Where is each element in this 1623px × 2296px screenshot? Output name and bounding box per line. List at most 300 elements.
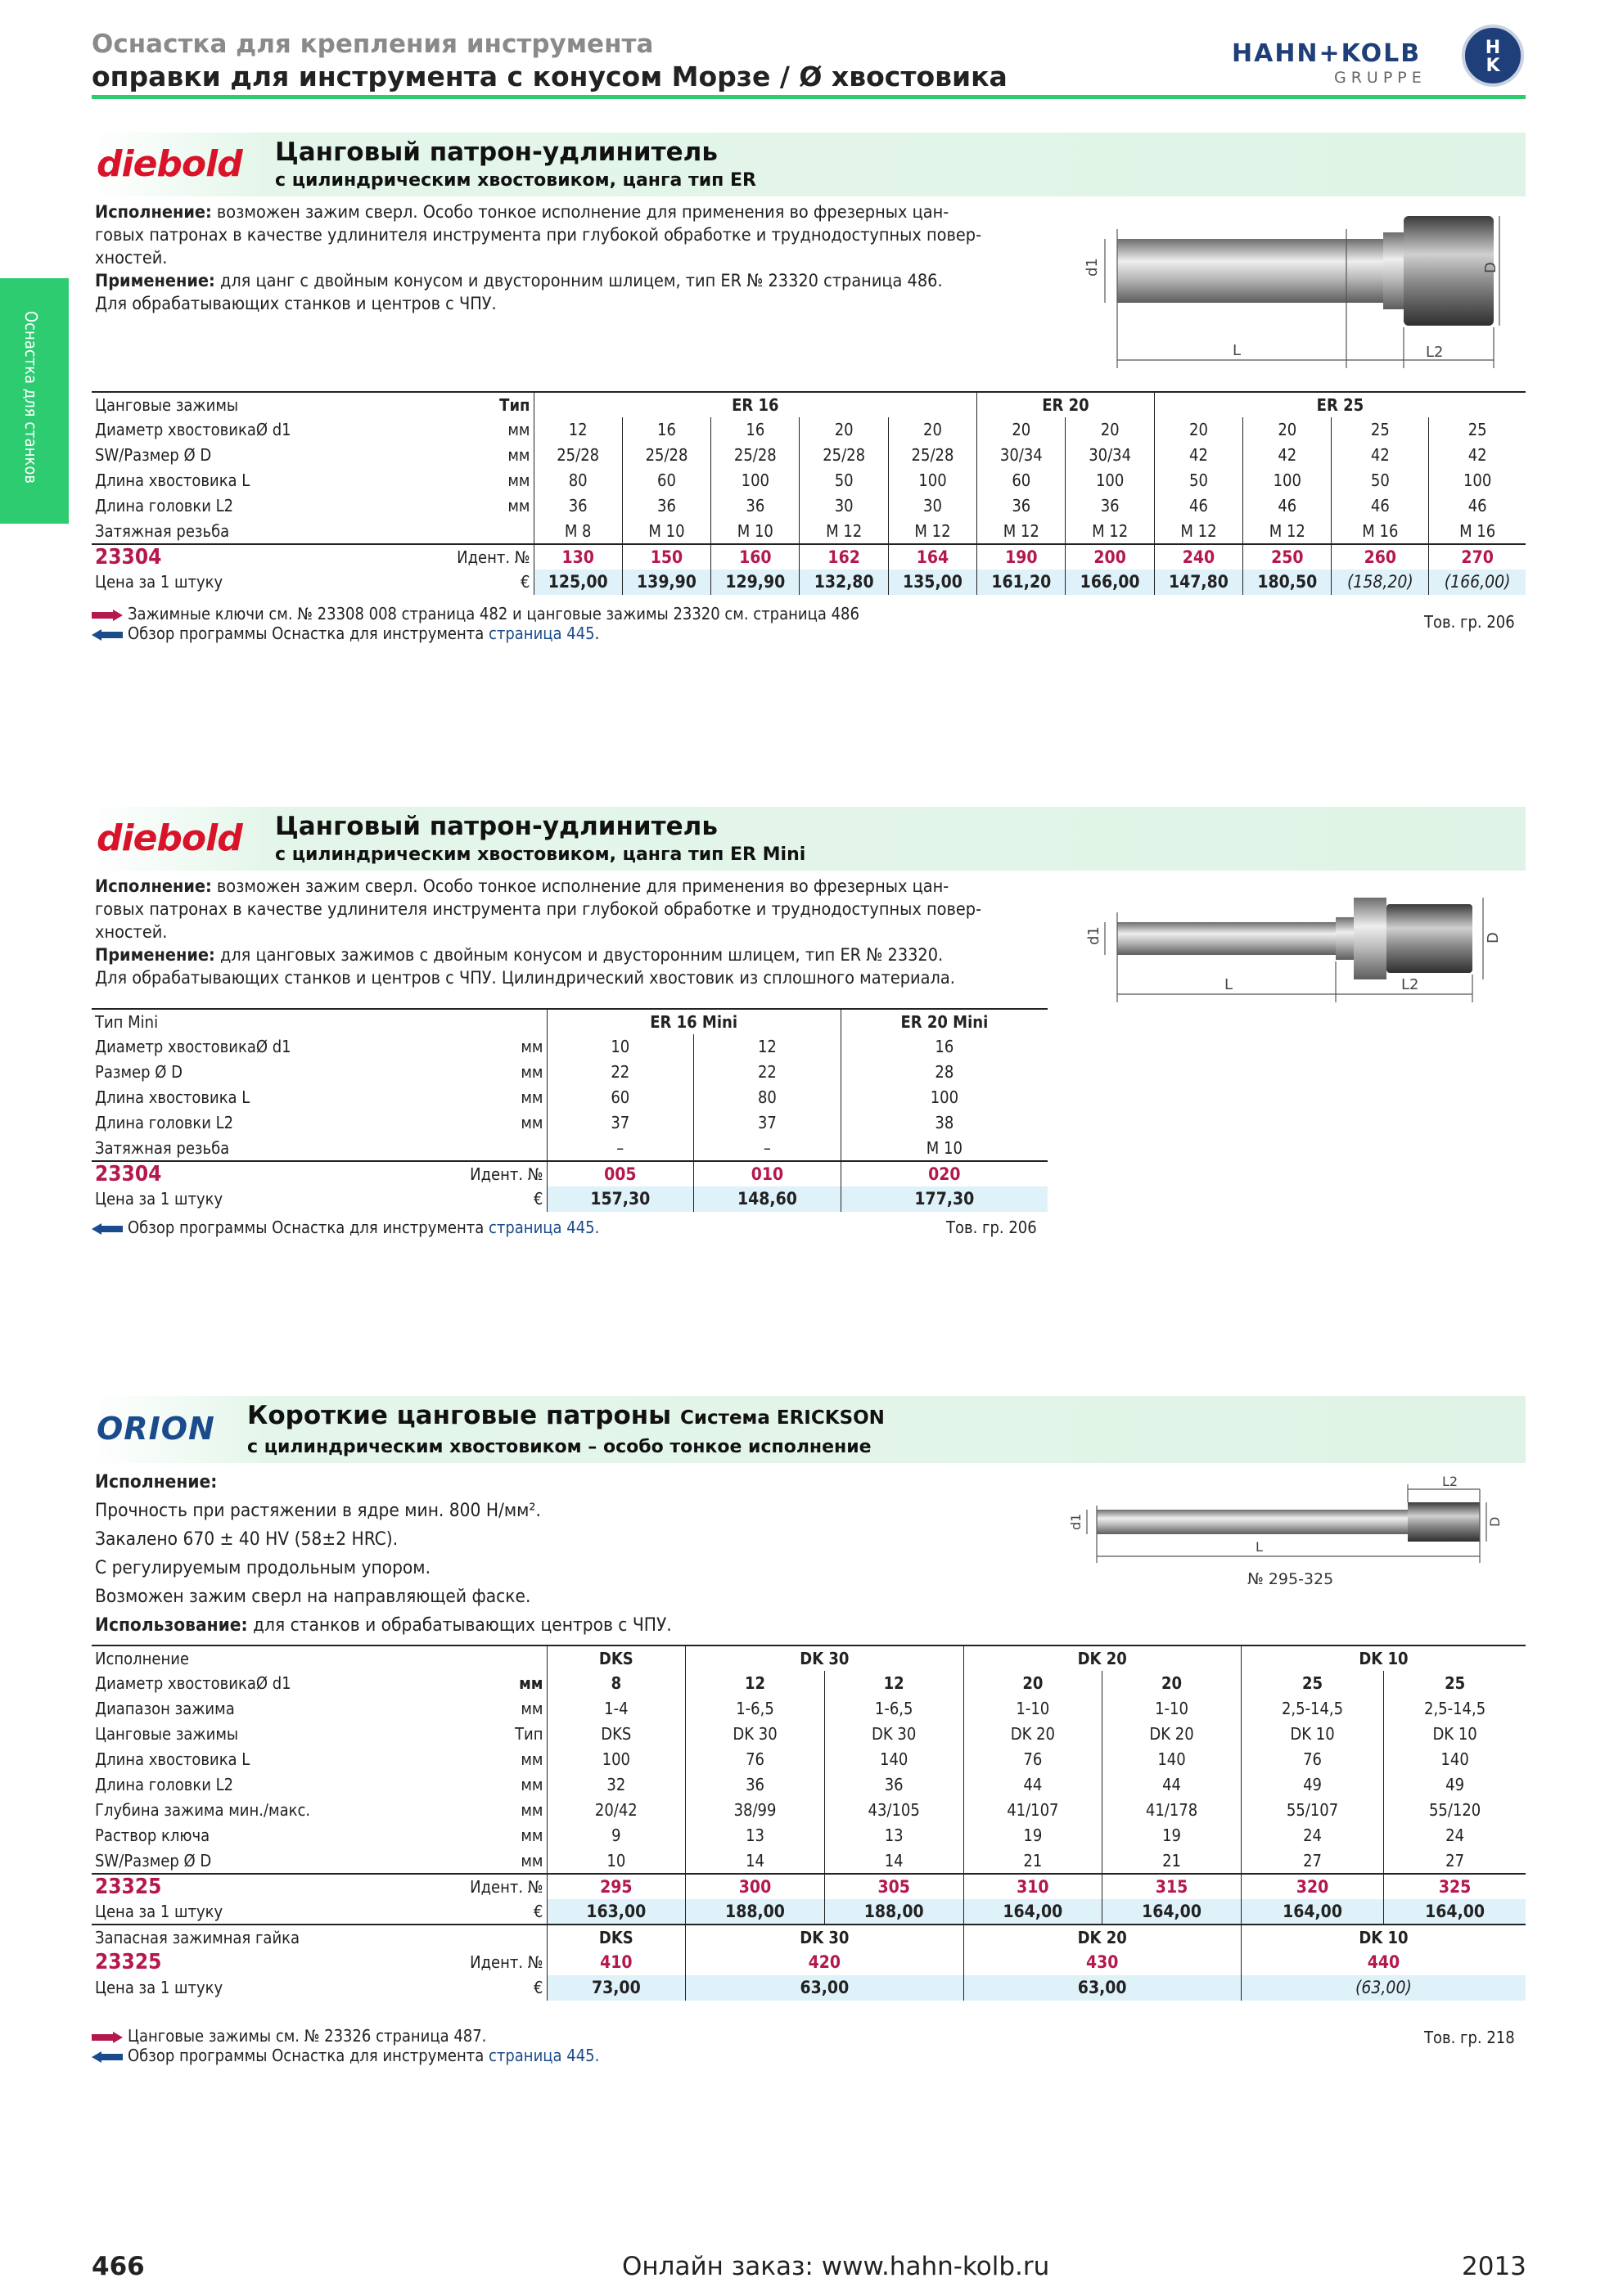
note-text: Обзор программы Оснастка для инструмента [128, 1218, 489, 1237]
title-main: Короткие цанговые патроны [247, 1401, 672, 1430]
row-label: Затяжная резьба [95, 520, 230, 541]
cell-value: 22 [547, 1060, 694, 1085]
arrow-left-icon [92, 629, 123, 641]
row-label: Тип Mini [92, 1009, 452, 1034]
cell-value: M 16 [1332, 519, 1429, 544]
cell-value: 100 [1066, 468, 1154, 493]
table-row [92, 1136, 1048, 1161]
id-label: Идент. № [452, 1161, 547, 1186]
note-text: Обзор программы Оснастка для инструмента [128, 624, 489, 643]
cell-value: 25/28 [534, 443, 622, 468]
article-id: 315 [1102, 1874, 1242, 1899]
cell-value: 25 [1429, 417, 1526, 443]
row-label: Раствор ключа [95, 1826, 210, 1845]
row-label: Длина хвостовика L [95, 1087, 250, 1107]
cell-value: 25/28 [888, 443, 976, 468]
cell-value: 10 [547, 1034, 694, 1060]
section3-brand-logo: ORION [97, 1411, 215, 1447]
cell-value: M 12 [1066, 519, 1154, 544]
article-id: 250 [1243, 544, 1332, 569]
cell-value: M 8 [534, 519, 622, 544]
article-id: 160 [711, 544, 800, 569]
id-label: Идент. № [452, 1874, 547, 1899]
article-id: 240 [1154, 544, 1242, 569]
cell-value: 24 [1241, 1823, 1383, 1848]
side-tab-label: Оснастка для станков [21, 311, 41, 484]
cell-value: 100 [888, 468, 976, 493]
cell-value: 76 [963, 1747, 1102, 1772]
table-row [92, 1772, 1526, 1798]
cell-value: 38 [841, 1110, 1048, 1136]
article-id: 300 [686, 1874, 825, 1899]
row-label: Длина головки L2 [95, 1113, 234, 1132]
cell-value: 60 [977, 468, 1066, 493]
section3-description [95, 1468, 1077, 1640]
cell-value: 36 [977, 493, 1066, 519]
cell-value: 20 [1102, 1671, 1242, 1696]
section1-title: Цанговый патрон-удлинитель [275, 137, 718, 167]
cell-value: 13 [824, 1823, 963, 1848]
row-unit: мм [521, 1826, 543, 1845]
section2-subtitle: с цилиндрическим хвостовиком, цанга тип ER Mini [275, 844, 806, 865]
title-suffix: Система ERICKSON [680, 1407, 885, 1429]
header-subcategory: оправки для инструмента с конусом Морзе / Ø хвостовика [92, 61, 1008, 92]
cell-value: 20 [888, 417, 976, 443]
cell-value: 20 [977, 417, 1066, 443]
cell-value: 9 [547, 1823, 686, 1848]
cell-value: 44 [963, 1772, 1102, 1798]
cell-value: M 12 [800, 519, 888, 544]
cell-value: DK 30 [686, 1722, 825, 1747]
cell-value: 16 [622, 417, 710, 443]
text: для цанг с двойным конусом и двусторонним шлицем, тип ER № 23320 страница 486. [214, 271, 943, 291]
cell-value: 20 [1154, 417, 1242, 443]
cell-value: 100 [1243, 468, 1332, 493]
price: (63,00) [1241, 1975, 1526, 2001]
cell-value: 28 [841, 1060, 1048, 1085]
price: (158,20) [1332, 569, 1429, 595]
row-unit [452, 1009, 547, 1034]
cell-value: 10 [547, 1848, 686, 1874]
section3-product-group: Тов. гр. 218 [1424, 2028, 1515, 2047]
article-code: 23325 [95, 1950, 162, 1974]
group-header: DKS [547, 1925, 686, 1950]
cell-value: 1-6,5 [686, 1696, 825, 1722]
article-id: 010 [694, 1161, 841, 1186]
article-id: 270 [1429, 544, 1526, 569]
cell-value: 20 [1066, 417, 1154, 443]
price: 135,00 [888, 569, 976, 595]
table-row [92, 1696, 1526, 1722]
section2-product-group: Тов. гр. 206 [946, 1218, 1037, 1237]
section3-title [247, 1401, 885, 1430]
row-unit [337, 519, 534, 544]
row-label: Исполнение [92, 1645, 452, 1671]
cell-value: 140 [824, 1747, 963, 1772]
row-unit: мм [507, 496, 530, 515]
cell-value: 25/28 [622, 443, 710, 468]
cell-value: 19 [963, 1823, 1102, 1848]
row-label: Цанговые зажимы [95, 1724, 239, 1744]
arrow-right-icon [92, 2032, 123, 2043]
section2-spec-table [92, 1008, 1048, 1212]
row-unit: мм [521, 1775, 543, 1794]
dim-D: D [1487, 1516, 1503, 1527]
price: 164,00 [1241, 1899, 1383, 1925]
cell-value: M 16 [1429, 519, 1526, 544]
table-row [92, 1060, 1048, 1085]
arrow-left-icon [92, 2051, 123, 2063]
article-id: 130 [534, 544, 622, 569]
catalog-year: 2013 [1462, 2252, 1526, 2281]
price-label: Цена за 1 штуку [92, 569, 337, 595]
cell-value: M 10 [622, 519, 710, 544]
cell-value: M 12 [977, 519, 1066, 544]
table-row [92, 468, 1526, 493]
cell-value: 2,5-14,5 [1384, 1696, 1526, 1722]
text: говых патронах в качестве удлинителя инструмента при глубокой обработке и труднодоступных повер- [95, 225, 982, 245]
cell-value: 2,5-14,5 [1241, 1696, 1383, 1722]
dim-L: L [1256, 1539, 1263, 1555]
currency: € [452, 1975, 547, 2001]
desc-line: Закалено 670 ± 40 HV (58±2 HRC). [95, 1528, 399, 1550]
page-link[interactable]: страница 445 [488, 624, 595, 643]
price: (166,00) [1429, 569, 1526, 595]
text: хностей. [95, 922, 168, 943]
id-row [92, 544, 1526, 569]
id-row [92, 1161, 1048, 1186]
price: 164,00 [1102, 1899, 1242, 1925]
cell-value: 36 [1066, 493, 1154, 519]
cell-value: 80 [694, 1085, 841, 1110]
variant-range: № 295-325 [1247, 1570, 1334, 1587]
cell-value: 8 [547, 1671, 686, 1696]
article-id: 162 [800, 544, 888, 569]
group-header: DK 30 [686, 1645, 963, 1671]
section1-description [95, 201, 1077, 316]
cell-value: 36 [711, 493, 800, 519]
id-label: Идент. № [470, 1952, 543, 1972]
article-id: 440 [1241, 1950, 1526, 1975]
cell-value: 140 [1384, 1747, 1526, 1772]
text: возможен зажим сверл. Особо тонкое исполнение для применения во фрезерных цан- [211, 876, 949, 897]
cell-value: 55/107 [1241, 1798, 1383, 1823]
currency: € [452, 1899, 547, 1925]
price-row [92, 569, 1526, 595]
label: Исполнение: [95, 1471, 218, 1492]
row-unit: мм [507, 445, 530, 465]
article-id: 430 [963, 1950, 1241, 1975]
row-unit: Тип [515, 1724, 543, 1744]
section3-spec-table [92, 1645, 1526, 2001]
page-link[interactable]: страница 445. [488, 2046, 600, 2065]
article-id: 200 [1066, 544, 1154, 569]
price: 188,00 [824, 1899, 963, 1925]
row-label: Глубина зажима мин./макс. [95, 1800, 311, 1820]
table-row [92, 1722, 1526, 1747]
article-id: 320 [1241, 1874, 1383, 1899]
cell-value: 60 [547, 1085, 694, 1110]
shank [1097, 1510, 1408, 1534]
cell-value: 46 [1429, 493, 1526, 519]
cell-value: 42 [1332, 443, 1429, 468]
row-unit: мм [521, 1062, 543, 1082]
cell-value: 12 [686, 1671, 825, 1696]
row-label: Диапазон зажима [95, 1699, 235, 1718]
row-label: Длина хвостовика L [95, 1749, 250, 1769]
dim-d1: d1 [1085, 926, 1102, 945]
cell-value: M 12 [888, 519, 976, 544]
nut-label: Запасная зажимная гайка [92, 1925, 452, 1950]
currency: € [452, 1186, 547, 1212]
article-id: 325 [1384, 1874, 1526, 1899]
label: Исполнение: [95, 202, 212, 223]
cell-value: 12 [694, 1034, 841, 1060]
section1-note2 [92, 624, 599, 643]
order-online[interactable]: Онлайн заказ: www.hahn-kolb.ru [622, 2252, 1050, 2281]
table-row [92, 1034, 1048, 1060]
cell-value: 1-6,5 [824, 1696, 963, 1722]
price: 164,00 [1384, 1899, 1526, 1925]
cell-value: 100 [711, 468, 800, 493]
label: Исполнение: [95, 876, 212, 897]
dim-L2: L2 [1442, 1474, 1458, 1489]
price: 125,00 [534, 569, 622, 595]
cell-value: 46 [1332, 493, 1429, 519]
cell-value: M 12 [1154, 519, 1242, 544]
row-unit: мм [521, 1800, 543, 1820]
row-unit: мм [521, 1749, 543, 1769]
price: 139,90 [622, 569, 710, 595]
cell-value: 36 [534, 493, 622, 519]
cell-value: 1-4 [547, 1696, 686, 1722]
section2-description [95, 876, 1093, 990]
head [1386, 904, 1472, 973]
row-label: SW/Размер Ø D [95, 445, 212, 465]
table-row [92, 1747, 1526, 1772]
cell-value: 36 [824, 1772, 963, 1798]
cell-value: 22 [694, 1060, 841, 1085]
table-row [92, 1823, 1526, 1848]
group-header: DK 10 [1241, 1925, 1526, 1950]
cell-value: 76 [1241, 1747, 1383, 1772]
price: 180,50 [1243, 569, 1332, 595]
group-header: DK 10 [1241, 1645, 1526, 1671]
dim-d1: d1 [1068, 1513, 1084, 1530]
price-label: Цена за 1 штуку [92, 1975, 452, 2001]
collar [1336, 917, 1354, 960]
cell-value: 41/178 [1102, 1798, 1242, 1823]
section2-title: Цанговый патрон-удлинитель [275, 812, 718, 841]
cell-value: 50 [1332, 468, 1429, 493]
cell-value: 60 [622, 468, 710, 493]
price-label: Цена за 1 штуку [92, 1899, 452, 1925]
group-header: DK 20 [963, 1645, 1241, 1671]
article-code: 23304 [92, 1161, 452, 1186]
cell-value: M 10 [711, 519, 800, 544]
cell-value: DK 30 [824, 1722, 963, 1747]
cell-value: 12 [534, 417, 622, 443]
row-label: Цанговые зажимы [92, 392, 337, 417]
price: 157,30 [547, 1186, 694, 1212]
dim-L2: L2 [1401, 976, 1419, 993]
cell-value: 140 [1102, 1747, 1242, 1772]
cell-value: 76 [686, 1747, 825, 1772]
text: Для обрабатывающих станков и центров с ЧПУ. [95, 294, 497, 314]
text: хностей. [95, 248, 168, 268]
dim-D: D [1485, 932, 1502, 943]
collar [1383, 232, 1404, 309]
cell-value: 21 [1102, 1848, 1242, 1874]
table-row [92, 1671, 1526, 1696]
cell-value: 46 [1243, 493, 1332, 519]
text: для станков и обрабатывающих центров с ЧПУ. [247, 1614, 672, 1636]
cell-value: M 10 [841, 1136, 1048, 1161]
cell-value: 12 [824, 1671, 963, 1696]
shank [1117, 922, 1355, 955]
brand-logo-text: HAHN+KOLB [1232, 39, 1422, 68]
section3-note1 [92, 2026, 486, 2046]
price-row [92, 1186, 1048, 1212]
text: говых патронах в качестве удлинителя инструмента при глубокой обработке и труднодоступных повер- [95, 899, 982, 920]
cell-value: 30 [800, 493, 888, 519]
cell-value: 100 [1429, 468, 1526, 493]
table-row [92, 493, 1526, 519]
cell-value: 25/28 [800, 443, 888, 468]
price: 129,90 [711, 569, 800, 595]
group-header: ER 20 Mini [841, 1009, 1048, 1034]
row-unit: мм [521, 1699, 543, 1718]
row-unit [452, 1136, 547, 1161]
dim-L2: L2 [1426, 344, 1444, 361]
cell-value: 25 [1332, 417, 1429, 443]
price: 161,20 [977, 569, 1066, 595]
cell-value: 50 [800, 468, 888, 493]
row-label: Диаметр хвостовикаØ d1 [95, 1037, 291, 1056]
row-label: Затяжная резьба [95, 1137, 230, 1158]
cell-value: 20 [1243, 417, 1332, 443]
article-code: 23325 [92, 1874, 452, 1899]
row-unit [452, 1645, 547, 1671]
price: 63,00 [686, 1975, 963, 2001]
cell-value: 20/42 [547, 1798, 686, 1823]
price: 63,00 [963, 1975, 1241, 2001]
cell-value: DK 20 [963, 1722, 1102, 1747]
dim-L: L [1224, 976, 1233, 993]
label: Применение: [95, 945, 215, 966]
group-header: ER 20 [977, 392, 1155, 417]
brand-logo-mark [1462, 25, 1524, 87]
article-id: 305 [824, 1874, 963, 1899]
cell-value: 100 [547, 1747, 686, 1772]
row-unit: мм [521, 1113, 543, 1132]
cell-value: 20 [963, 1671, 1102, 1696]
row-unit: мм [521, 1037, 543, 1056]
price: 164,00 [963, 1899, 1102, 1925]
cell-value: 46 [1154, 493, 1242, 519]
collar2 [1354, 898, 1386, 979]
group-header: ER 25 [1154, 392, 1526, 417]
row-label: Длина головки L2 [95, 496, 234, 515]
page-link[interactable]: страница 445. [488, 1218, 600, 1237]
cell-value: DKS [547, 1722, 686, 1747]
section1-spec-table [92, 391, 1526, 595]
price: 177,30 [841, 1186, 1048, 1212]
table-row [92, 1645, 1526, 1671]
table-row [92, 519, 1526, 544]
table-row [92, 417, 1526, 443]
logo-mark-top: H [1485, 38, 1501, 58]
cell-value: 27 [1384, 1848, 1526, 1874]
cell-value: DK 10 [1241, 1722, 1383, 1747]
note-period: . [594, 624, 600, 643]
note-text: Обзор программы Оснастка для инструмента [128, 2046, 489, 2065]
cell-value: – [694, 1136, 841, 1161]
table-row [92, 392, 1526, 417]
table-row [92, 1110, 1048, 1136]
cell-value: 32 [547, 1772, 686, 1798]
price: 132,80 [800, 569, 888, 595]
arrow-right-icon [92, 610, 123, 621]
cell-value: 27 [1241, 1848, 1383, 1874]
cell-value: 20 [800, 417, 888, 443]
brand-logo-sub: GRUPPE [1334, 69, 1427, 87]
group-header: ER 16 Mini [547, 1009, 841, 1034]
row-unit: Тип [337, 392, 534, 417]
header-divider [92, 95, 1526, 99]
page-number: 466 [92, 2252, 145, 2281]
cell-value: 44 [1102, 1772, 1242, 1798]
cell-value: 55/120 [1384, 1798, 1526, 1823]
desc-line: С регулируемым продольным упором. [95, 1557, 431, 1578]
text: для цанговых зажимов с двойным конусом и двусторонним шлицем, тип ER № 23320. [214, 945, 944, 966]
article-id: 310 [963, 1874, 1102, 1899]
price-row [92, 1899, 1526, 1925]
price: 166,00 [1066, 569, 1154, 595]
article-id: 164 [888, 544, 976, 569]
head [1408, 1502, 1480, 1542]
cell-value: 42 [1243, 443, 1332, 468]
article-id: 020 [841, 1161, 1048, 1186]
article-id: 295 [547, 1874, 686, 1899]
cell-value: 42 [1429, 443, 1526, 468]
price: 148,60 [694, 1186, 841, 1212]
group-header: DKS [547, 1645, 686, 1671]
cell-value: 80 [534, 468, 622, 493]
row-label: Диаметр хвостовикаØ d1 [95, 420, 291, 439]
cell-value: 19 [1102, 1823, 1242, 1848]
row-label: Длина головки L2 [95, 1775, 234, 1794]
row-unit: мм [519, 1673, 543, 1693]
section3-subtitle: с цилиндрическим хвостовиком – особо тонкое исполнение [247, 1437, 872, 1457]
dim-d1: d1 [1084, 258, 1101, 277]
table-row [92, 1848, 1526, 1874]
dim-D: D [1482, 262, 1499, 273]
price: 147,80 [1154, 569, 1242, 595]
cell-value: 24 [1384, 1823, 1526, 1848]
cell-value: – [547, 1136, 694, 1161]
label: Применение: [95, 271, 215, 291]
row-unit: мм [507, 470, 530, 490]
article-id: 190 [977, 544, 1066, 569]
article-id: 260 [1332, 544, 1429, 569]
note-text: Цанговые зажимы см. № 23326 страница 487. [128, 2026, 487, 2046]
dim-L: L [1233, 342, 1242, 359]
text: Для обрабатывающих станков и центров с ЧПУ. Цилиндрический хвостовик из сплошного материала. [95, 968, 955, 988]
group-header: ER 16 [534, 392, 977, 417]
table-row [92, 1085, 1048, 1110]
cell-value: 37 [694, 1110, 841, 1136]
